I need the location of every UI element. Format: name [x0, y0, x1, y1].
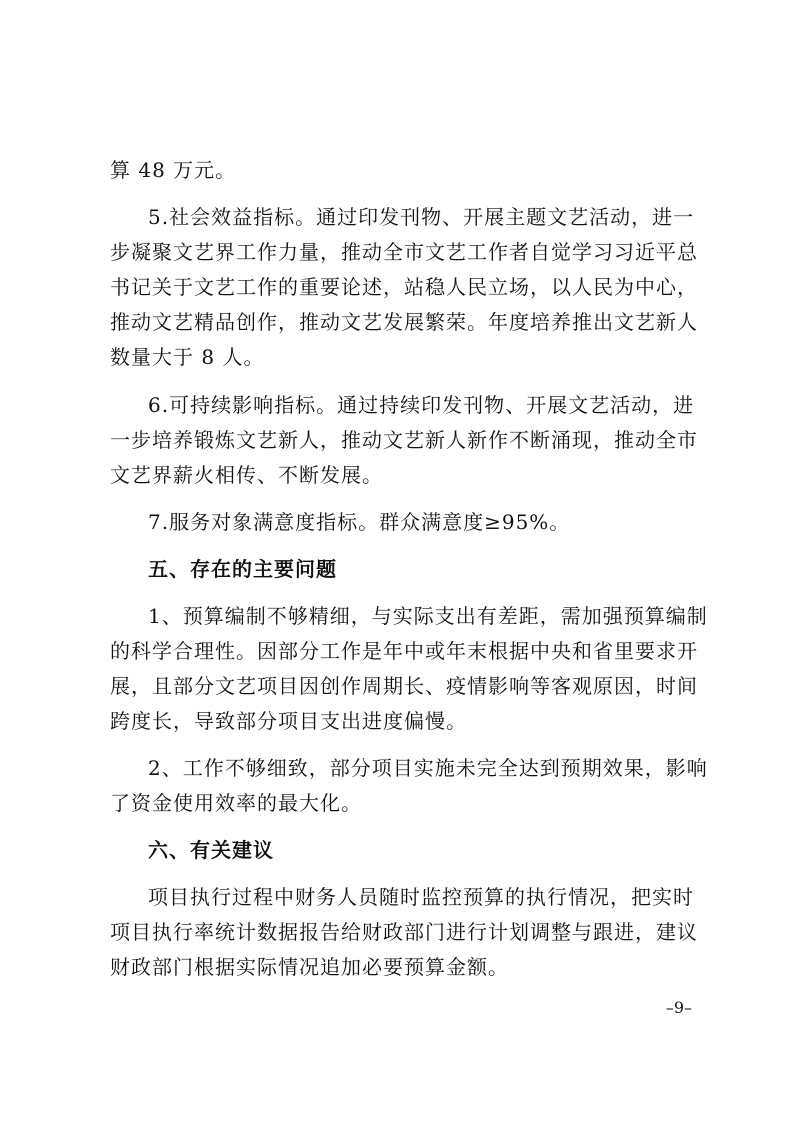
paragraph-2-line-3: 书记关于文艺工作的重要论述，站稳人民立场，以人民为中心，	[110, 275, 698, 299]
paragraph-7-line-1: 项目执行过程中财务人员随时监控预算的执行情况，把实时	[148, 885, 694, 909]
paragraph-2-line-5: 数量大于 8 人。	[110, 345, 265, 369]
paragraph-7-line-2: 项目执行率统计数据报告给财政部门进行计划调整与跟进，建议	[110, 920, 698, 944]
paragraph-6-line-2: 了资金使用效率的最大化。	[110, 791, 362, 815]
paragraph-2-line-2: 步凝聚文艺界工作力量，推动全市文艺工作者自觉学习习近平总	[110, 240, 698, 264]
paragraph-6-line-1: 2、工作不够细致，部分项目实施未完全达到预期效果，影响	[148, 756, 708, 780]
page-number: –9–	[665, 998, 692, 1017]
paragraph-4-line-1: 7.服务对象满意度指标。群众满意度≥95%。	[148, 510, 571, 534]
section-5-heading: 五、存在的主要问题	[148, 557, 337, 581]
paragraph-1-line-1: 算 48 万元。	[110, 158, 237, 182]
paragraph-2-line-4: 推动文艺精品创作，推动文艺发展繁荣。年度培养推出文艺新人	[110, 310, 698, 334]
section-6-heading: 六、有关建议	[148, 838, 274, 862]
paragraph-3-line-1: 6.可持续影响指标。通过持续印发刊物、开展文艺活动，进	[148, 393, 695, 417]
paragraph-5-line-3: 展，且部分文艺项目因创作周期长、疫情影响等客观原因，时间	[110, 674, 698, 698]
paragraph-3-line-3: 文艺界薪火相传、不断发展。	[110, 463, 383, 487]
paragraph-5-line-2: 的科学合理性。因部分工作是年中或年末根据中央和省里要求开	[110, 639, 698, 663]
paragraph-3-line-2: 一步培养锻炼文艺新人，推动文艺新人新作不断涌现，推动全市	[110, 428, 698, 452]
paragraph-5-line-4: 跨度长，导致部分项目支出进度偏慢。	[110, 709, 467, 733]
paragraph-2-line-1: 5.社会效益指标。通过印发刊物、开展主题文艺活动，进一	[148, 205, 695, 229]
paragraph-7-line-3: 财政部门根据实际情况追加必要预算金额。	[110, 955, 509, 979]
paragraph-5-line-1: 1、预算编制不够精细，与实际支出有差距，需加强预算编制	[148, 604, 708, 628]
